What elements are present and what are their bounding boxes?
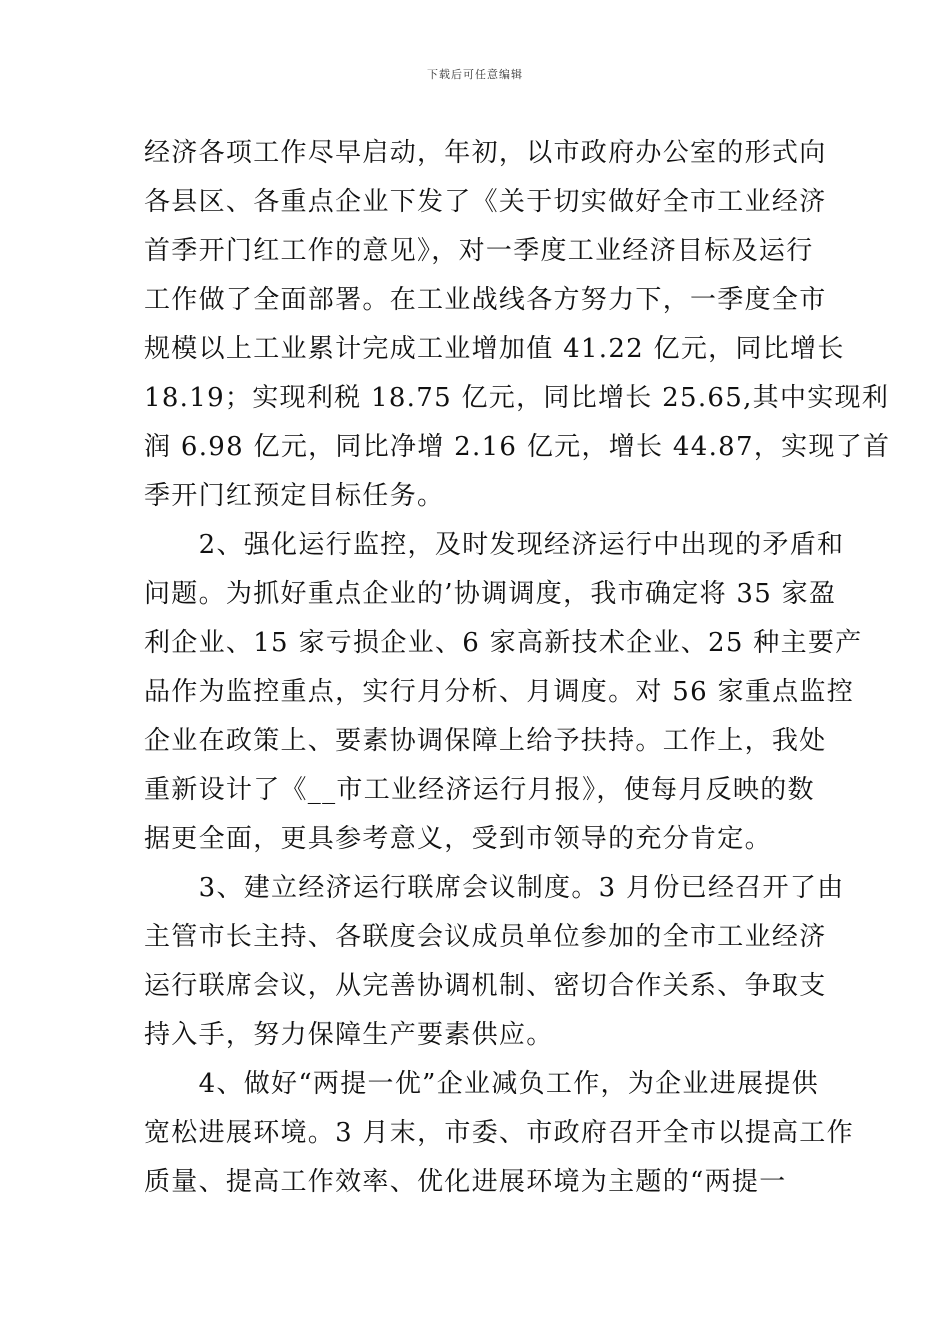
- text-line: 持入手，努力保障生产要素供应。: [144, 1020, 554, 1050]
- text-line: 各县区、各重点企业下发了《关于切实做好全市工业经济: [144, 187, 827, 217]
- text-line: 润 6.98 亿元，同比净增 2.16 亿元，增长 44.87，实现了首: [144, 432, 891, 462]
- text-line: 规模以上工业累计完成工业增加值 41.22 亿元，同比增长: [144, 334, 845, 364]
- text-line: 重新设计了《__市工业经济运行月报》，使每月反映的数: [144, 775, 815, 805]
- text-line: 3、建立经济运行联席会议制度。3 月份已经召开了由: [144, 873, 845, 903]
- text-line: 企业在政策上、要素协调保障上给予扶持。工作上，我处: [144, 726, 827, 756]
- text-line: 问题。为抓好重点企业的’协调调度，我市确定将 35 家盈: [144, 579, 837, 609]
- text-line: 工作做了全面部署。在工业战线各方努力下，一季度全市: [144, 285, 827, 315]
- text-line: 利企业、15 家亏损企业、6 家高新技术企业、25 种主要产: [144, 628, 863, 658]
- text-line: 运行联席会议，从完善协调机制、密切合作关系、争取支: [144, 971, 827, 1001]
- text-line: 主管市长主持、各联度会议成员单位参加的全市工业经济: [144, 922, 827, 952]
- text-line: 2、强化运行监控，及时发现经济运行中出现的矛盾和: [144, 530, 845, 560]
- text-line: 据更全面，更具参考意义，受到市领导的充分肯定。: [144, 824, 772, 854]
- text-line: 首季开门红工作的意见》，对一季度工业经济目标及运行: [144, 236, 814, 266]
- text-line: 4、做好“两提一优”企业减负工作，为企业进展提供: [144, 1069, 819, 1099]
- text-line: 18.19；实现利税 18.75 亿元，同比增长 25.65,其中实现利: [144, 383, 890, 413]
- text-line: 经济各项工作尽早启动，年初，以市政府办公室的形式向: [144, 138, 827, 168]
- text-line: 质量、提高工作效率、优化进展环境为主题的“两提一: [144, 1167, 787, 1197]
- text-line: 宽松进展环境。3 月末，市委、市政府召开全市以提高工作: [144, 1118, 854, 1148]
- text-line: 季开门红预定目标任务。: [144, 481, 445, 511]
- body-text: [144, 130, 891, 1208]
- page-header: 下载后可任意编辑: [427, 68, 523, 81]
- text-line: 品作为监控重点，实行月分析、月调度。对 56 家重点监控: [144, 677, 855, 707]
